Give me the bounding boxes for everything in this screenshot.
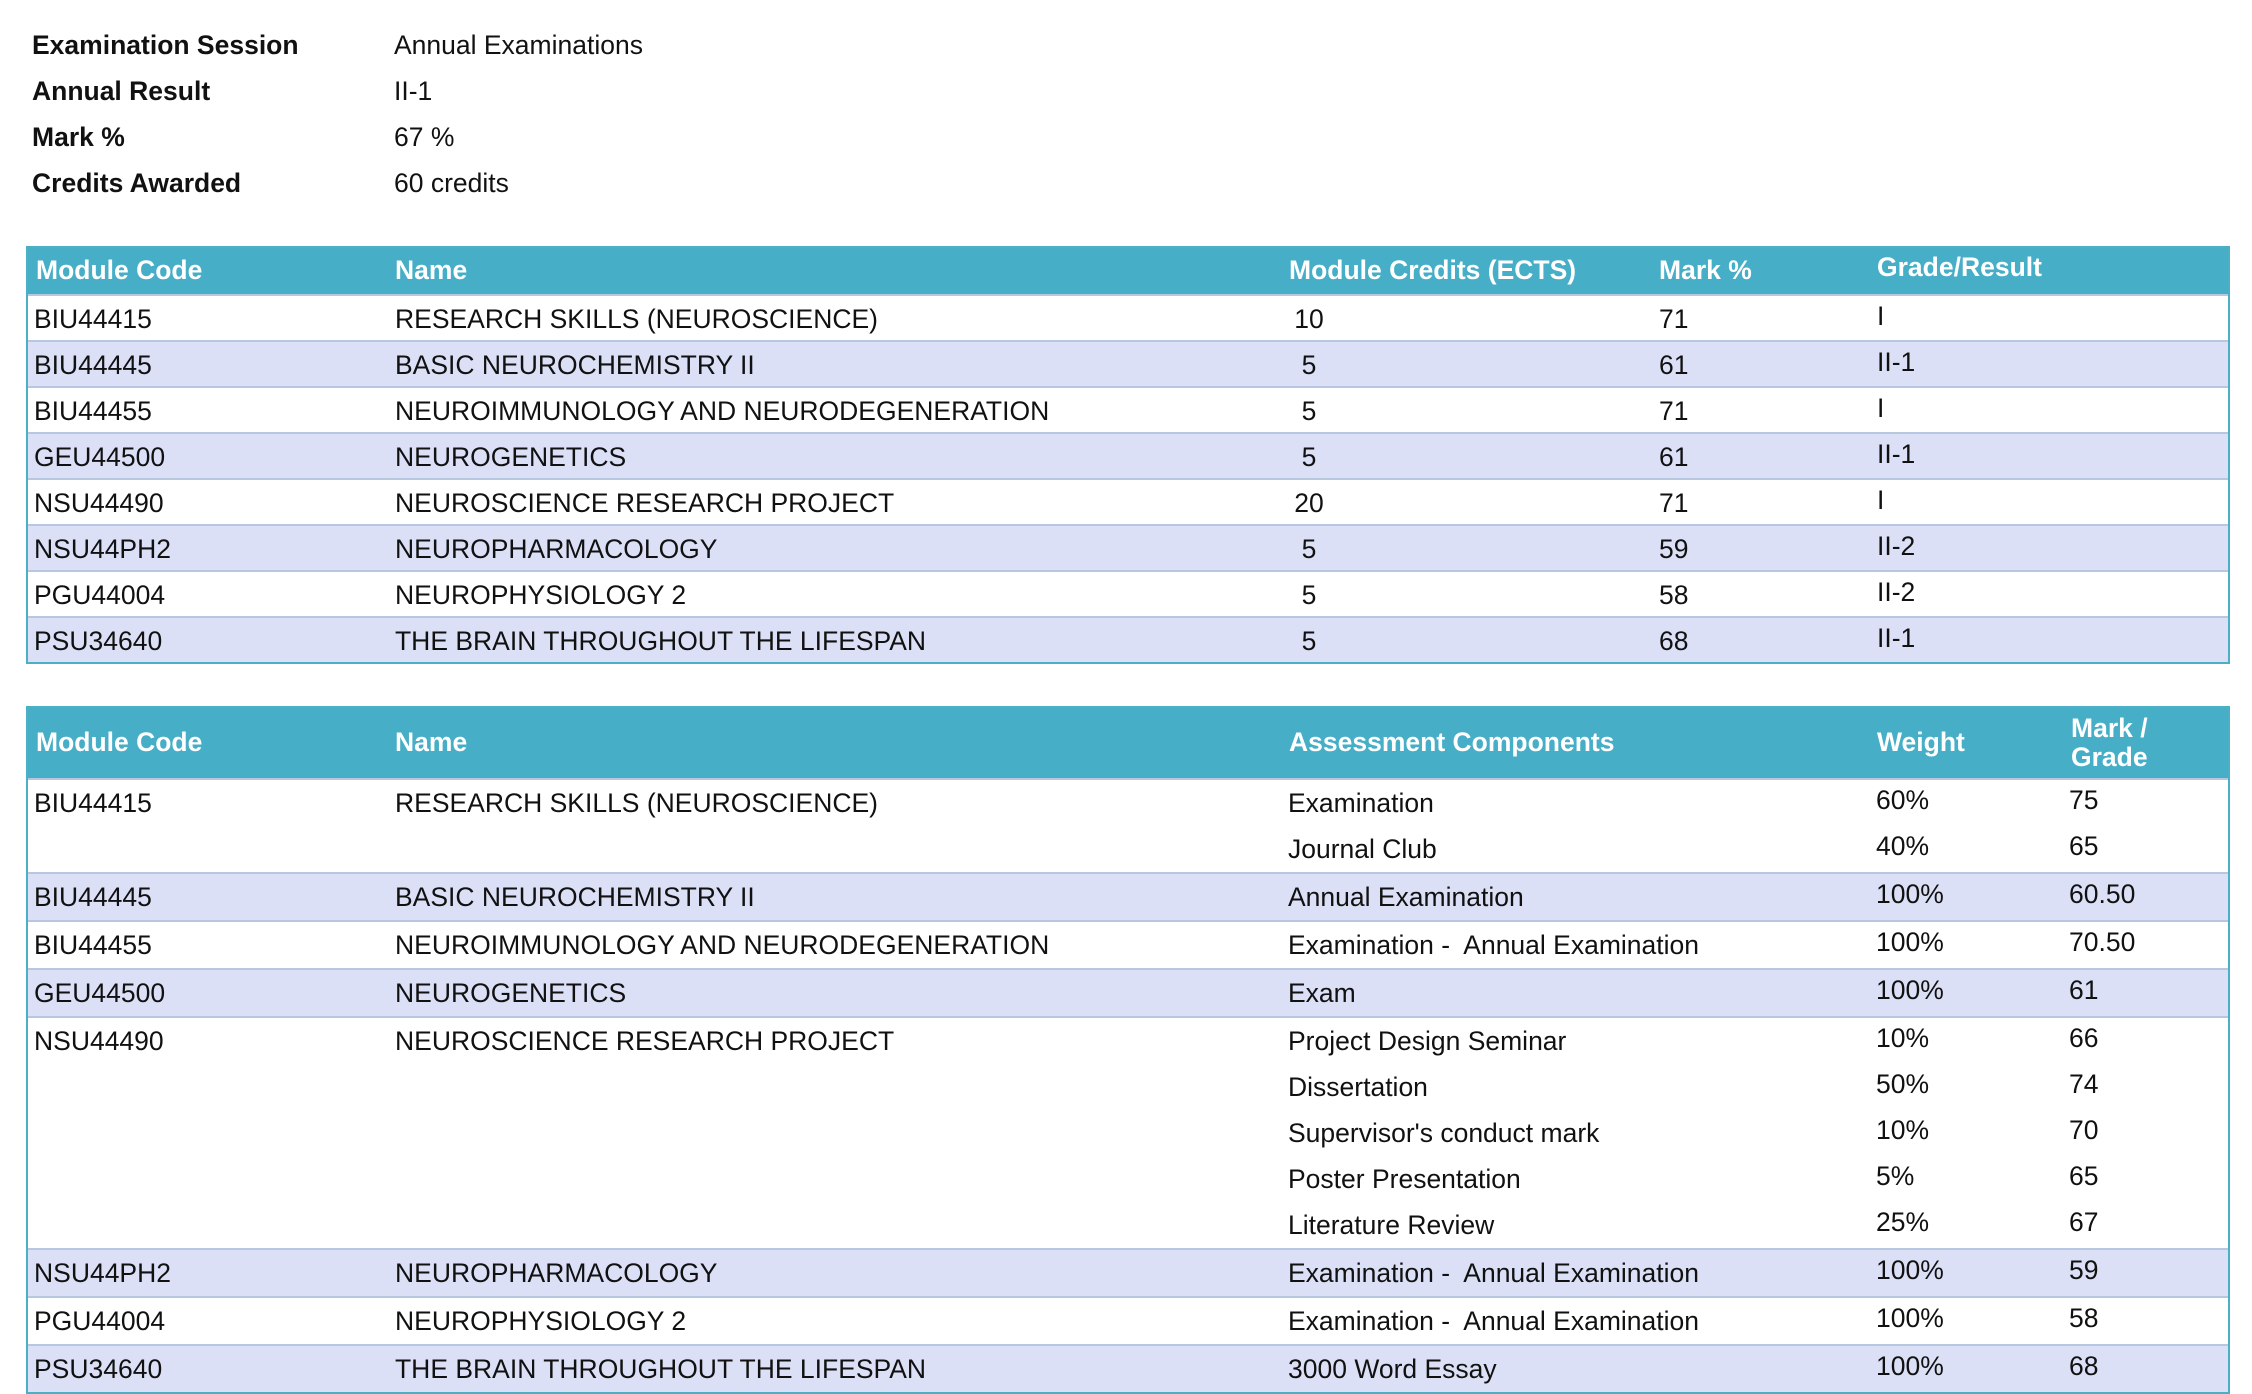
cell-grade-result: I [1877,392,1885,423]
cell-name: NEUROPHYSIOLOGY 2 [395,1305,687,1336]
header-name: Name [395,255,468,286]
cell-weight: 10% [1876,1114,1930,1145]
cell-mark: 58 [1659,579,1689,610]
cell-module-credits: 20 [1294,487,1324,518]
components-table-body [28,778,2228,1392]
header-mark-grade-line1: Mark / [2071,712,2148,743]
cell-module-code: BIU44455 [34,929,152,960]
table-row [28,968,2228,1016]
component-line [28,874,2228,920]
cell-assessment-component: Poster Presentation [1288,1163,1521,1194]
cell-grade-result: II-1 [1877,622,1916,653]
cell-weight: 100% [1876,1302,1944,1333]
cell-mark-grade: 70.50 [2069,926,2136,957]
result-summary [32,22,643,206]
cell-assessment-component: Literature Review [1288,1209,1495,1240]
cell-mark-grade: 59 [2069,1254,2099,1285]
component-line [28,1110,2228,1156]
header-module-code: Module Code [36,255,203,286]
cell-assessment-component: 3000 Word Essay [1288,1353,1497,1384]
cell-grade-result: I [1877,484,1885,515]
header-mark: Mark % [1659,255,1752,286]
results-table-body [28,294,2228,662]
cell-module-credits: 5 [1301,441,1317,472]
header-assessment-components: Assessment Components [1289,727,1615,758]
cell-mark-grade: 65 [2069,830,2099,861]
cell-name: NEUROPHARMACOLOGY [395,1257,718,1288]
cell-assessment-component: Dissertation [1288,1071,1428,1102]
cell-mark-grade: 65 [2069,1160,2099,1191]
cell-assessment-component: Annual Examination [1288,881,1524,912]
table-row [28,294,2228,340]
summary-label: Mark % [32,121,125,152]
component-line [28,1064,2228,1110]
component-line [28,970,2228,1016]
assessment-components-table [26,706,2230,1394]
cell-assessment-component: Examination - Annual Examination [1288,929,1699,960]
cell-module-credits: 5 [1301,625,1317,656]
cell-mark: 71 [1659,395,1689,426]
cell-name: BASIC NEUROCHEMISTRY II [395,349,755,380]
cell-module-credits: 5 [1301,533,1317,564]
cell-mark-grade: 68 [2069,1350,2099,1381]
component-line [28,1346,2228,1392]
component-line [28,1250,2228,1296]
cell-name: NEUROPHARMACOLOGY [395,533,718,564]
summary-value: Annual Examinations [394,29,643,60]
component-line [28,780,2228,826]
table-row [28,340,2228,386]
cell-weight: 100% [1876,974,1944,1005]
table-row [28,1344,2228,1392]
cell-module-code: PSU34640 [34,625,163,656]
cell-name: NEUROGENETICS [395,977,627,1008]
cell-mark-grade: 74 [2069,1068,2099,1099]
cell-mark-grade: 58 [2069,1302,2099,1333]
cell-module-code: BIU44415 [34,787,152,818]
cell-mark: 61 [1659,349,1689,380]
cell-grade-result: II-1 [1877,438,1916,469]
component-line [28,922,2228,968]
summary-value: II-1 [394,75,433,106]
cell-assessment-component: Project Design Seminar [1288,1025,1567,1056]
cell-assessment-component: Examination - Annual Examination [1288,1257,1699,1288]
cell-weight: 100% [1876,1350,1944,1381]
header-module-code: Module Code [36,727,203,758]
summary-label: Examination Session [32,29,299,60]
summary-row-mark [32,114,643,160]
cell-grade-result: I [1877,300,1885,331]
cell-name: THE BRAIN THROUGHOUT THE LIFESPAN [395,1353,927,1384]
header-mark-grade-line2: Grade [2071,742,2148,772]
summary-row-annual-result [32,68,643,114]
cell-mark-grade: 70 [2069,1114,2099,1145]
summary-label: Annual Result [32,75,211,106]
header-mark-grade [2071,708,2148,778]
cell-module-credits: 5 [1301,349,1317,380]
cell-module-code: NSU44PH2 [34,533,171,564]
cell-module-code: BIU44455 [34,395,152,426]
table-row [28,432,2228,478]
summary-label: Credits Awarded [32,167,242,198]
table-row [28,872,2228,920]
cell-weight: 50% [1876,1068,1930,1099]
cell-mark-grade: 67 [2069,1206,2099,1237]
cell-weight: 100% [1876,878,1944,909]
cell-grade-result: II-2 [1877,530,1916,561]
summary-row-credits [32,160,643,206]
cell-mark: 61 [1659,441,1689,472]
module-results-table [26,246,2230,664]
table-row [28,524,2228,570]
table-row [28,570,2228,616]
cell-module-code: PSU34640 [34,1353,163,1384]
table-row [28,1248,2228,1296]
header-grade-result: Grade/Result [1877,252,2042,283]
cell-mark: 71 [1659,303,1689,334]
cell-module-credits: 5 [1301,395,1317,426]
cell-mark-grade: 75 [2069,784,2099,815]
table-row [28,1296,2228,1344]
cell-name: NEUROIMMUNOLOGY AND NEURODEGENERATION [395,395,1050,426]
table-header [28,708,2228,778]
cell-module-code: NSU44PH2 [34,1257,171,1288]
summary-value: 60 credits [394,167,509,198]
cell-name: THE BRAIN THROUGHOUT THE LIFESPAN [395,625,927,656]
cell-module-code: GEU44500 [34,977,166,1008]
cell-name: RESEARCH SKILLS (NEUROSCIENCE) [395,787,878,818]
cell-mark: 71 [1659,487,1689,518]
header-weight: Weight [1877,727,1965,758]
cell-assessment-component: Supervisor's conduct mark [1288,1117,1600,1148]
table-header [28,248,2228,294]
cell-weight: 5% [1876,1160,1915,1191]
cell-name: NEUROSCIENCE RESEARCH PROJECT [395,487,895,518]
cell-grade-result: II-1 [1877,346,1916,377]
cell-grade-result: II-2 [1877,576,1916,607]
cell-module-credits: 10 [1294,303,1324,334]
cell-name: NEUROSCIENCE RESEARCH PROJECT [395,1025,895,1056]
cell-weight: 60% [1876,784,1930,815]
cell-module-code: NSU44490 [34,1025,164,1056]
table-row [28,478,2228,524]
cell-name: NEUROGENETICS [395,441,627,472]
table-row [28,920,2228,968]
cell-weight: 100% [1876,926,1944,957]
cell-module-code: GEU44500 [34,441,166,472]
cell-module-code: BIU44445 [34,881,152,912]
cell-assessment-component: Examination - Annual Examination [1288,1305,1699,1336]
table-row [28,778,2228,872]
component-line [28,1298,2228,1344]
cell-assessment-component: Exam [1288,977,1356,1008]
summary-value: 67 % [394,121,455,152]
table-row [28,386,2228,432]
cell-mark: 59 [1659,533,1689,564]
table-row [28,616,2228,662]
cell-mark-grade: 61 [2069,974,2099,1005]
cell-module-code: NSU44490 [34,487,164,518]
cell-weight: 40% [1876,830,1930,861]
summary-row-session [32,22,643,68]
cell-name: BASIC NEUROCHEMISTRY II [395,881,755,912]
cell-assessment-component: Journal Club [1288,833,1437,864]
cell-name: NEUROPHYSIOLOGY 2 [395,579,687,610]
table-row [28,1016,2228,1248]
component-line [28,1202,2228,1248]
cell-module-code: PGU44004 [34,579,166,610]
cell-module-code: PGU44004 [34,1305,166,1336]
component-line [28,826,2228,872]
header-module-credits: Module Credits (ECTS) [1289,255,1577,286]
cell-assessment-component: Examination [1288,787,1434,818]
component-line [28,1018,2228,1064]
cell-module-code: BIU44445 [34,349,152,380]
cell-module-code: BIU44415 [34,303,152,334]
cell-name: NEUROIMMUNOLOGY AND NEURODEGENERATION [395,929,1050,960]
cell-name: RESEARCH SKILLS (NEUROSCIENCE) [395,303,878,334]
cell-weight: 10% [1876,1022,1930,1053]
cell-module-credits: 5 [1301,579,1317,610]
cell-mark-grade: 66 [2069,1022,2099,1053]
cell-weight: 25% [1876,1206,1930,1237]
header-name: Name [395,727,468,758]
cell-mark: 68 [1659,625,1689,656]
cell-mark-grade: 60.50 [2069,878,2136,909]
component-line [28,1156,2228,1202]
cell-weight: 100% [1876,1254,1944,1285]
